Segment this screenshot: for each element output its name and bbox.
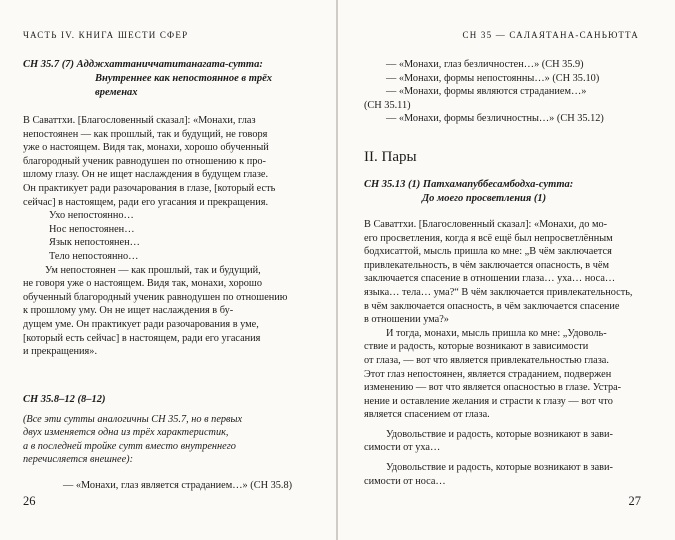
paragraph: В Саваттхи. [Благословенный сказал]: «Монахи, до мо- его просветления, когда я всё ещё был непросветлённым бодхисаттой, мысль пришла ко мне: „В чём заключается привлекательность, в чём заключается опасность, в чём заключается спасение в отношении глаза… уха… носа… языка… тела… ума?“ В чём заключается привлекательность, в чём заключается опасность, в чём заключается спасение в отношении ума?»: [364, 218, 633, 326]
reference-line: — «Монахи, глаз безличностен…» (СН 35.9): [386, 59, 584, 70]
paragraph: И тогда, монахи, мысль пришла ко мне: „Удоволь- ствие и радость, которые возникают в зависимости от глаза, — вот что является привлекательностью глаза. Этот глаз непостоянен, является страданием, подвержен изменению — вот что является опасностью в глазе. Устра- нение и оставление желания и страсти к глазу — вот что является спасением от глаза.: [364, 327, 622, 421]
paragraph: Ум непостоянен — как прошлый, так и будущий, не говоря уже о настоящем. Видя так, монахи, хорошо обученный благородный ученик равнодушен по отношению к прошлому уму. Он не ищет наслаждения в бу- дущем уме. Он практикует ради разочарования в уме, [который есть сейчас] в настоящем, ради его угасания и прекращения».: [23, 264, 288, 358]
paragraph: Удовольствие и радость, которые возникают в зави- симости от уха…: [364, 428, 613, 454]
verse-line: Нос непостоянен…: [49, 223, 135, 235]
reference-line: — «Монахи, формы являются страданием…»: [386, 86, 587, 98]
running-head: ЧАСТЬ IV. КНИГА ШЕСТИ СФЕР: [23, 30, 189, 40]
left-page: [0, 0, 336, 540]
running-head: СН 35 — САЛАЯТАНА-САНЬЮТТА: [462, 30, 639, 40]
reference-list: [364, 58, 642, 126]
sutta-title: СН 35.8–12 (8–12): [23, 393, 106, 405]
sutta-title: СН 35.13 (1) Патхамапуббесамбодха-сутта: До моего просветления (1): [364, 178, 574, 204]
page-number: 26: [23, 494, 36, 508]
verse-line: Ухо непостоянно…: [49, 210, 134, 222]
verse-line: Язык непостоянен…: [49, 237, 140, 249]
right-content: [364, 58, 642, 488]
paragraph: В Саваттхи. [Благословенный сказал]: «Монахи, глаз непостоянен — как прошлый, так и будущий, не говоря уже о настоящем. Видя так, монахи, хорошо обученный благородный ученик равнодушен по отношению к про- шлому глазу. Он не ищет наслаждения в будущем глазе. Он практикует ради разочарования в глазе, [который есть сейчас] в настоящем, ради его угасания и прекращения.: [23, 115, 276, 208]
verse-list: [23, 209, 321, 263]
page-number: 27: [628, 494, 641, 508]
reference-line: — «Монахи, формы непостоянны…» (СН 35.10): [386, 72, 600, 84]
sutta-title: СН 35.7 (7) Адджхаттаниччатитанагата-сутта: Внутреннее как непостоянное в трёх временах: [23, 59, 273, 98]
section-heading: II. Пары: [364, 148, 417, 165]
reference-line: — «Монахи, глаз является страданием…» (СН 35.8): [63, 480, 293, 492]
right-page: [338, 0, 675, 540]
note: (Все эти сутты аналогичны СН 35.7, но в первых двух изменяется одна из трёх характеристик, а в последней тройке сутт вместо внутреннего перечисляется внешнее):: [23, 413, 243, 466]
left-content: [23, 58, 321, 493]
reference-line: (СН 35.11): [364, 99, 411, 111]
paragraph: Удовольствие и радость, которые возникают в зави- симости от носа…: [364, 462, 613, 487]
reference-line: — «Монахи, формы безличностны…» (СН 35.12): [386, 113, 604, 125]
verse-line: Тело непостоянно…: [49, 250, 139, 262]
